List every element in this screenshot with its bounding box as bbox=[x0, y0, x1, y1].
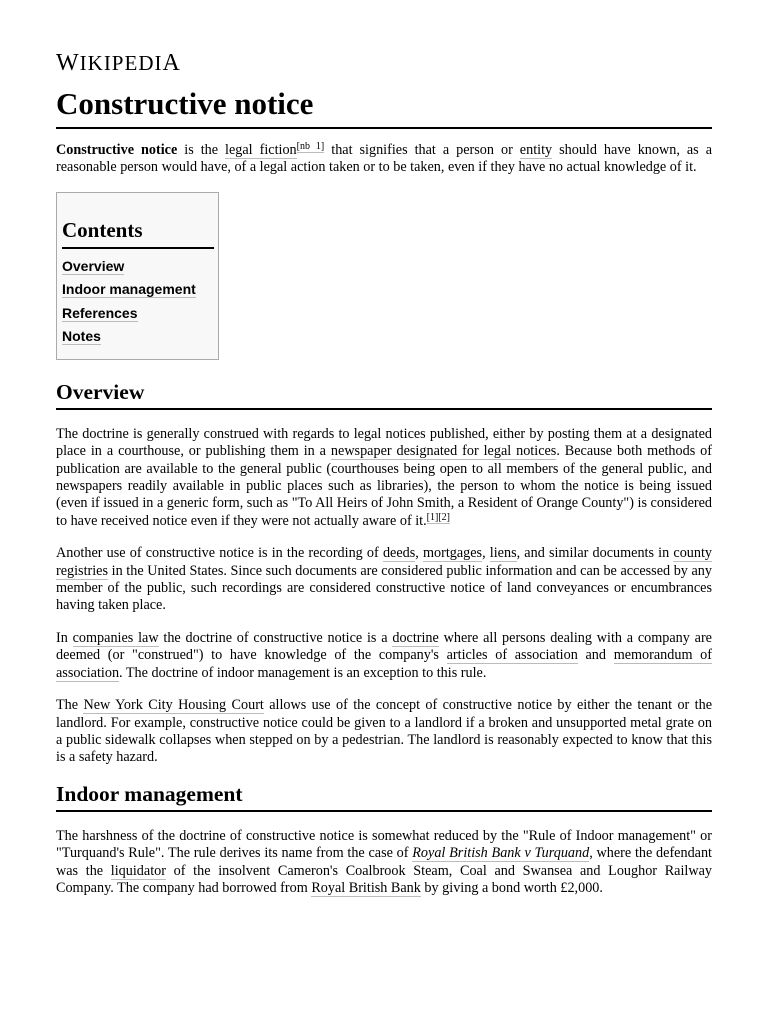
toc-item-references[interactable]: References bbox=[62, 304, 138, 321]
link-memorandum-of-association[interactable]: memorandum of association bbox=[56, 647, 712, 681]
link-legal-fiction[interactable]: legal fiction bbox=[225, 142, 297, 158]
article-body bbox=[56, 142, 712, 912]
toc-item-indoor-management[interactable]: Indoor management bbox=[62, 281, 196, 298]
link-county-registries[interactable]: county registries bbox=[56, 545, 713, 579]
ref-2[interactable]: [2] bbox=[438, 511, 451, 523]
link-liens[interactable]: liens bbox=[489, 545, 517, 562]
note-nb1[interactable]: [nb 1] bbox=[296, 141, 325, 152]
toc-item-overview[interactable]: Overview bbox=[62, 257, 125, 274]
section-heading-indoor-management: Indoor management bbox=[56, 782, 712, 812]
link-articles-of-association[interactable]: articles of association bbox=[446, 647, 578, 664]
link-liquidator[interactable]: liquidator bbox=[110, 862, 166, 879]
link-companies-law[interactable]: companies law bbox=[72, 629, 159, 646]
link-deeds[interactable]: deeds bbox=[382, 545, 416, 562]
section-heading-overview: Overview bbox=[56, 380, 712, 410]
toc-title: Contents bbox=[62, 217, 214, 249]
link-mortgages[interactable]: mortgages bbox=[422, 545, 483, 562]
table-of-contents bbox=[56, 192, 219, 360]
link-newspaper-legal-notices[interactable]: newspaper designated for legal notices bbox=[330, 443, 557, 460]
link-royal-british-bank-v-turquand[interactable]: Royal British Bank v Turquand bbox=[412, 845, 590, 862]
link-doctrine[interactable]: doctrine bbox=[392, 629, 439, 646]
intro-paragraph: Constructive notice is the legal fiction[nb 1] that signifies that a person or entity should have known, as a reasonable person would have, of a legal action taken or to be taken, even if they have no actual knowledge of it. bbox=[56, 141, 712, 176]
link-entity[interactable]: entity bbox=[519, 142, 553, 158]
link-nyc-housing-court[interactable]: New York City Housing Court bbox=[83, 697, 264, 714]
overview-paragraph-3: In companies law the doctrine of constructive notice is a doctrine where all persons dealing with a company are deemed (or "construed") to have knowledge of the company's articles of association and memorandum of association. The doctrine of indoor management is an exception to this rule. bbox=[56, 629, 712, 681]
overview-paragraph-2: Another use of constructive notice is in the recording of deeds, mortgages, liens, and similar documents in county registries in the United States. Since such documents are considered public information and can be accessed by any member of the public, such recordings are considered constructive notice of land conveyances or encumbrances having taken place. bbox=[56, 545, 713, 614]
toc-item-notes[interactable]: Notes bbox=[62, 328, 101, 345]
overview-paragraph-1: The doctrine is generally construed with regards to legal notices published, either by posting them at a designated place in a courthouse, or publishing them in a newspaper designated for legal notices. Because both methods of publication are available to the general public (courthouses being open to all members of the general public, and newspapers readily available in public places such as libraries), the person to whom the notice is being issued (even if issued in a generic form, such as "To All Heirs of John Smith, a Resident of Orange County") is considered to have received notice even if they were not actually aware of it.[1][2] bbox=[56, 425, 712, 529]
link-royal-british-bank[interactable]: Royal British Bank bbox=[311, 879, 421, 896]
page-title: Constructive notice bbox=[56, 86, 712, 129]
wikipedia-logo[interactable]: WIKIPEDIA bbox=[56, 50, 181, 76]
intro-bold-term: Constructive notice bbox=[56, 142, 178, 158]
indoor-paragraph-1: The harshness of the doctrine of constructive notice is somewhat reduced by the "Rule of Indoor management" or "Turquand's Rule". The rule derives its name from the case of Royal British Bank v Turquand, where the defendant was the liquidator of the insolvent Cameron's Coalbrook Steam, Coal and Swansea and Loughor Railway Company. The company had borrowed from Royal British Bank by giving a bond worth £2,000. bbox=[56, 827, 713, 896]
overview-paragraph-4: The New York City Housing Court allows use of the concept of constructive notice by either the tenant or the landlord. For example, constructive notice could be given to a landlord if a broken and unsupported metal grate on a public sidewalk collapses when stepped on by a pedestrian. The landlord is reasonably expected to know that this is a safety hazard. bbox=[56, 697, 712, 766]
ref-1[interactable]: [1] bbox=[426, 511, 439, 523]
